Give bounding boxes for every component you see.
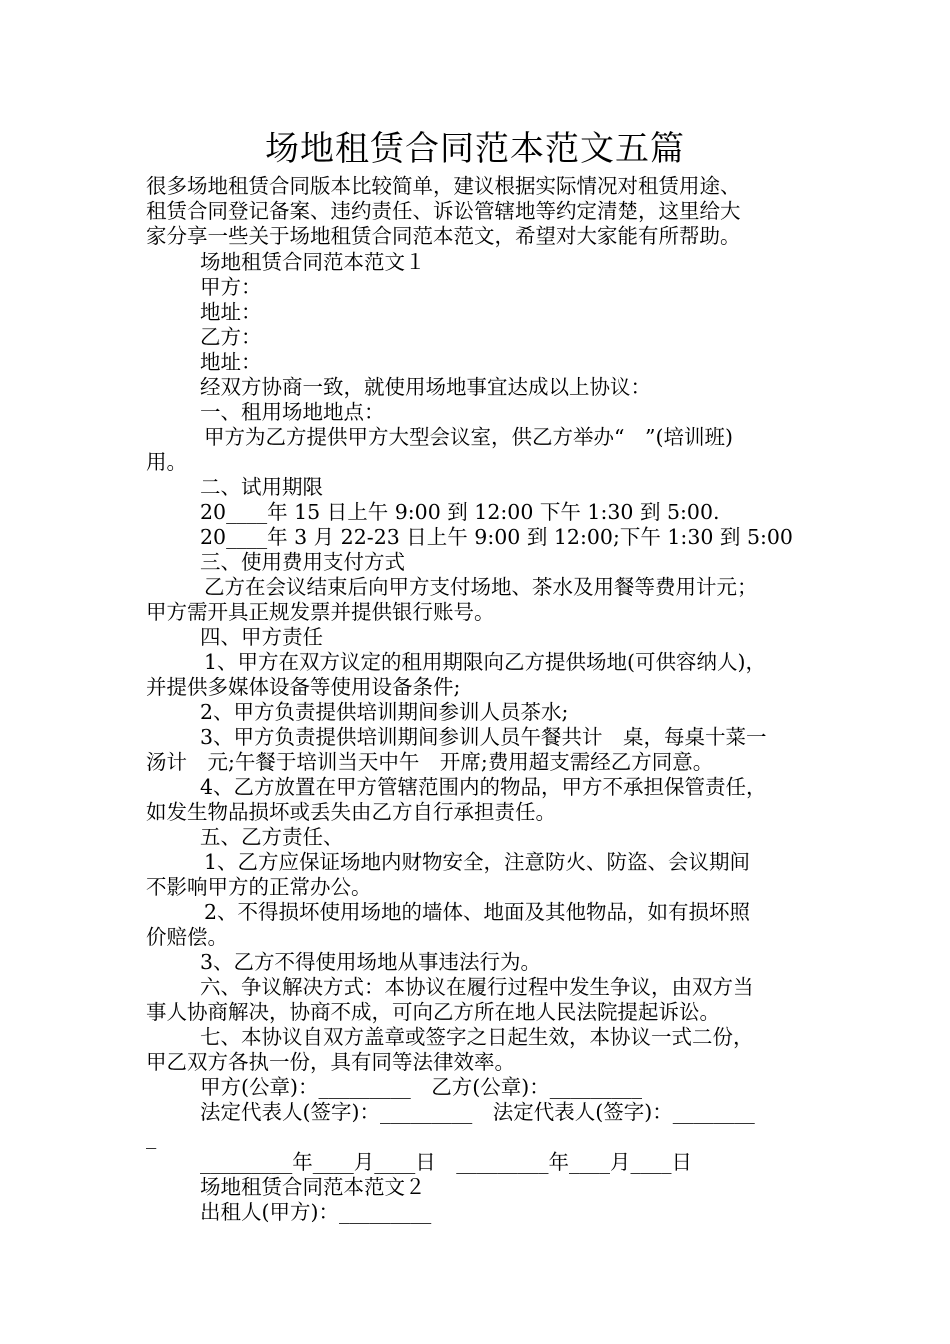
signature-date-line: _________年____月____日 _________年____月____日 — [200, 1150, 692, 1174]
clause-dispute: 六、争议解决方式：本协议在履行过程中发生争议，由双方当 — [200, 975, 754, 999]
clause-heading-location: 一、租用场地地点： — [200, 400, 385, 424]
clause-text-line: 1、乙方应保证场地内财物安全，注意防火、防盗、会议期间 — [204, 850, 751, 874]
clause-text-line: 甲方为乙方提供甲方大型会议室，供乙方举办“ ”(培训班) — [204, 425, 733, 449]
clause-text-line: 1、甲方在双方议定的租用期限向乙方提供场地(可供容纳人)， — [204, 650, 767, 674]
clause-text-line: 3、乙方不得使用场地从事违法行为。 — [200, 950, 542, 974]
clause-text-line: 2、不得损坏使用场地的墙体、地面及其他物品，如有损坏照 — [204, 900, 751, 924]
clause-text-line: 20____年 15 日上午 9:00 到 12:00 下午 1:30 到 5:00. — [200, 500, 720, 524]
section-heading-1: 场地租赁合同范本范文１ — [200, 250, 426, 274]
clause-text-line: 4、乙方放置在甲方管辖范围内的物品，甲方不承担保管责任， — [200, 775, 767, 799]
signature-overflow-underscore: _ — [146, 1125, 157, 1149]
intro-line-3: 家分享一些关于场地租赁合同范本范文，希望对大家能有所帮助。 — [146, 224, 741, 248]
clause-heading-party-a-duty: 四、甲方责任 — [200, 625, 323, 649]
agreement-intro: 经双方协商一致，就使用场地事宜达成以上协议： — [200, 375, 651, 399]
lessor-label: 出租人(甲方)：_________ — [200, 1200, 432, 1224]
party-a-address-label: 地址： — [200, 300, 262, 324]
clause-text-line: 2、甲方负责提供培训期间参训人员茶水; — [200, 700, 569, 724]
party-b-address-label: 地址： — [200, 350, 262, 374]
clause-text-line: 甲方需开具正规发票并提供银行账号。 — [146, 600, 495, 624]
section-heading-2: 场地租赁合同范本范文２ — [200, 1175, 426, 1199]
clause-heading-payment: 三、使用费用支付方式 — [200, 550, 405, 574]
document-title: 场地租赁合同范本范文五篇 — [265, 129, 685, 169]
clause-text-line: 3、甲方负责提供培训期间参训人员午餐共计 桌，每桌十菜一 — [200, 725, 767, 749]
clause-text-line: 乙方在会议结束后向甲方支付场地、茶水及用餐等费用计元； — [204, 575, 758, 599]
signature-representative-line: 法定代表人(签字)：_________ 法定代表人(签字)：________ — [200, 1100, 755, 1124]
clause-heading-period: 二、试用期限 — [200, 475, 323, 499]
clause-effective: 七、本协议自双方盖章或签字之日起生效，本协议一式二份， — [200, 1025, 754, 1049]
clause-text-line: 价赔偿。 — [146, 925, 228, 949]
clause-heading-party-b-duty: 五、乙方责任、 — [200, 825, 344, 849]
intro-line-1: 很多场地租赁合同版本比较简单，建议根据实际情况对租赁用途、 — [146, 174, 741, 198]
party-b-label: 乙方： — [200, 325, 262, 349]
intro-line-2: 租赁合同登记备案、违约责任、诉讼管辖地等约定清楚，这里给大 — [146, 199, 741, 223]
party-a-label: 甲方： — [200, 275, 262, 299]
clause-text-line: 不影响甲方的正常办公。 — [146, 875, 372, 899]
clause-text-line: 20____年 3 月 22-23 日上午 9:00 到 12:00;下午 1:30 到 5:00 — [200, 525, 793, 549]
signature-seal-line: 甲方(公章)：_________ 乙方(公章)：_________ — [200, 1075, 642, 1099]
clause-text-line: 事人协商解决，协商不成，可向乙方所在地人民法院提起诉讼。 — [146, 1000, 720, 1024]
clause-text-line: 并提供多媒体设备等使用设备条件; — [146, 675, 461, 699]
clause-text-line: 用。 — [146, 450, 187, 474]
clause-text-line: 汤计 元;午餐于培训当天中午 开席;费用超支需经乙方同意。 — [146, 750, 714, 774]
clause-text-line: 如发生物品损坏或丢失由乙方自行承担责任。 — [146, 800, 556, 824]
clause-text-line: 甲乙双方各执一份，具有同等法律效率。 — [146, 1050, 515, 1074]
